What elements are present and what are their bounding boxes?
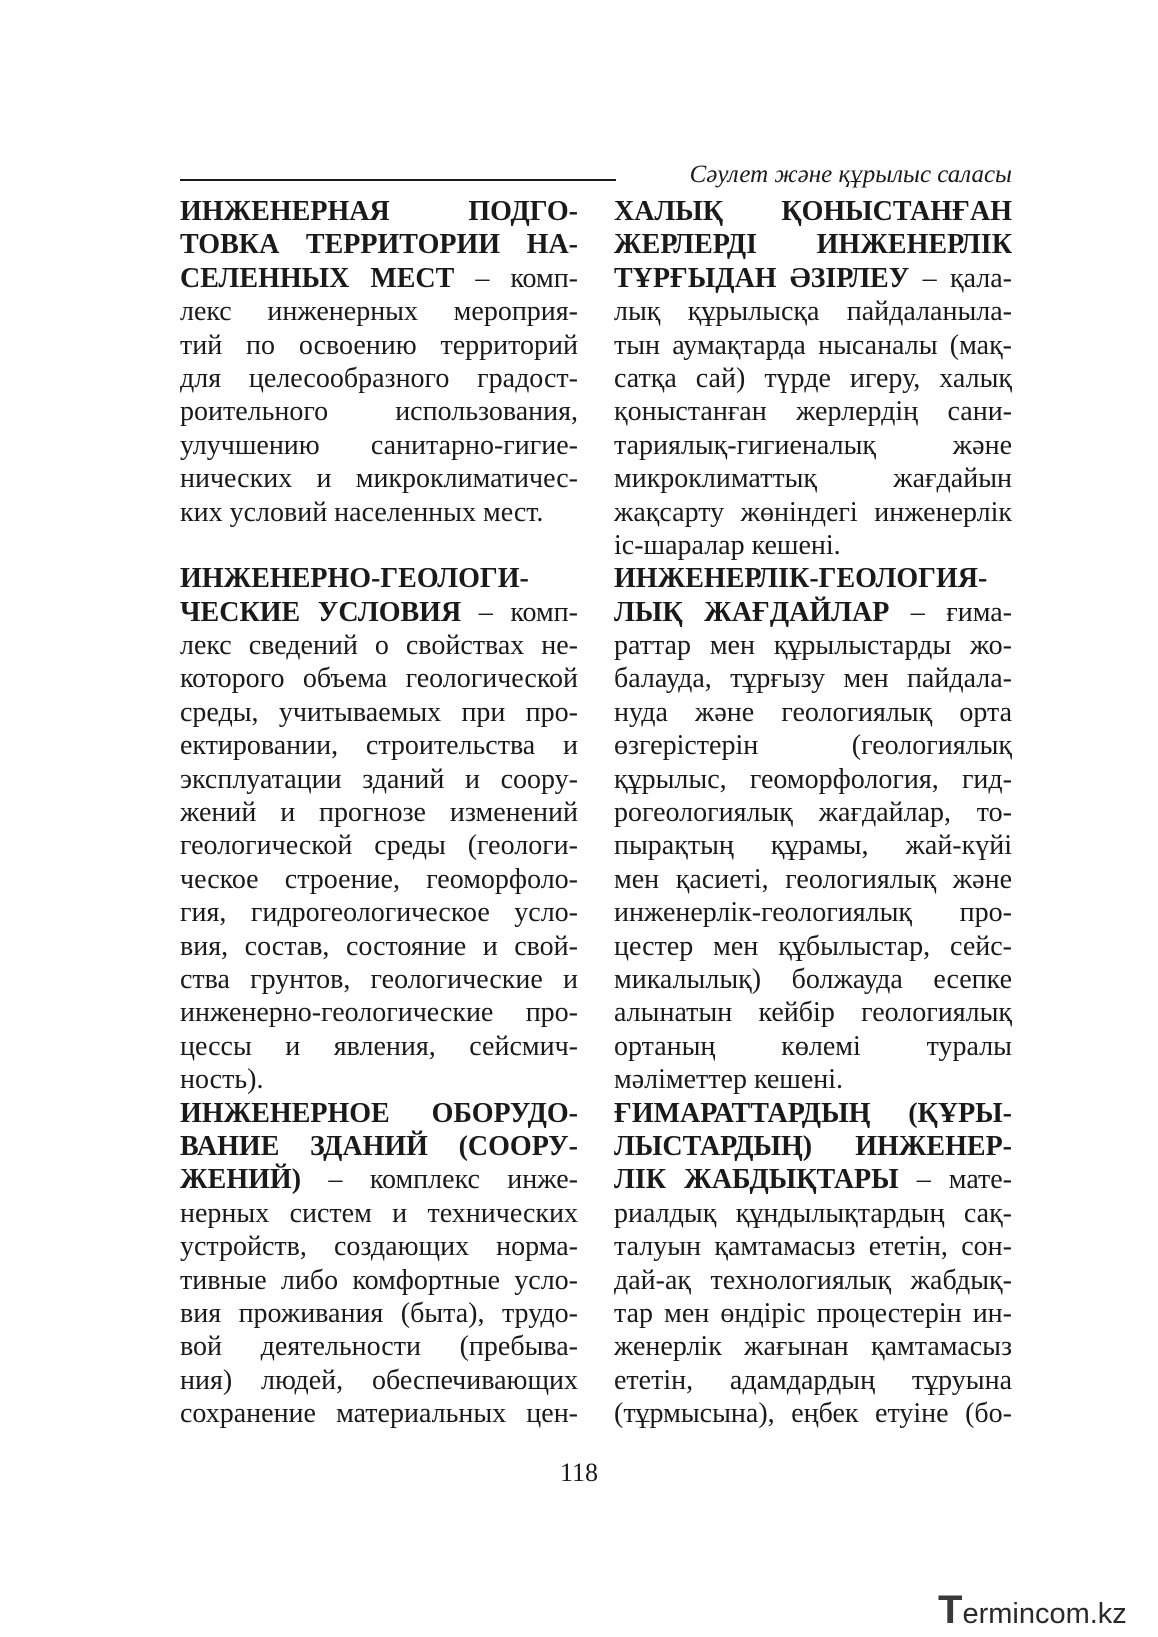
text-line: қоныстанған жерлердің сани- <box>614 396 1012 428</box>
text-line: талуын қамтамасыз ететін, сон- <box>614 1231 1012 1263</box>
text-line: ҒИМАРАТТАРДЫҢ (ҚҰРЫ- <box>614 1097 1012 1129</box>
watermark-logo: Termincom.kz <box>938 1588 1127 1632</box>
header-rule <box>180 179 616 181</box>
text-line: тивные либо комфортные усло- <box>180 1264 578 1296</box>
text-line: инженерно-геологические про- <box>180 997 578 1029</box>
text-line: микалылық) болжауда есепке <box>614 963 1012 995</box>
text-line: ИНЖЕНЕРНОЕ ОБОРУДО- <box>180 1097 578 1129</box>
text-line: ИНЖЕНЕРЛІК-ГЕОЛОГИЯ- <box>614 563 988 595</box>
text-line: ких условий населенных мест. <box>180 496 544 528</box>
text-line: нерных систем и технических <box>180 1197 578 1229</box>
text-line: рогеологиялық жағдайлар, то- <box>614 797 1012 829</box>
text-line: устройств, создающих норма- <box>180 1231 578 1263</box>
text-line: нических и микроклиматичес- <box>180 463 578 495</box>
text-line: ететін, адамдардың тұруына <box>614 1364 1012 1396</box>
definition-text: – мате- <box>898 1164 1012 1196</box>
text-line: вой деятельности (пребыва- <box>180 1331 578 1363</box>
running-head: Сəулет жəне құрылыс саласы <box>689 161 1012 188</box>
text-line: жений и прогнозе изменений <box>180 797 578 829</box>
left-column <box>180 195 578 1430</box>
text-line: ИНЖЕНЕРНАЯ ПОДГО- <box>180 196 578 227</box>
text-line: (тұрмысына), еңбек етуіне (бо- <box>614 1398 1012 1430</box>
text-line: сатқа сай) түрде игеру, халық <box>614 362 1012 394</box>
text-line: ортаның көлемі туралы <box>614 1030 1012 1062</box>
text-line: ЛЫСТАРДЫҢ) ИНЖЕНЕР- <box>614 1130 1012 1162</box>
term-heading: ЖЕНИЙ) <box>180 1164 302 1196</box>
text-line: ность). <box>180 1064 264 1096</box>
text-line: пырақтың құрамы, жай-күйі <box>614 830 1012 862</box>
term-heading: ТҰРҒЫДАН ƏЗІРЛЕУ <box>614 262 910 294</box>
right-column <box>614 195 1012 1430</box>
text-line: ческое строение, геоморфоло- <box>180 863 578 895</box>
text-line: которого объема геологической <box>180 663 578 695</box>
text-line: ТОВКА ТЕРРИТОРИИ НА- <box>180 229 578 261</box>
text-line: дай-ақ технологиялық жабдық- <box>614 1264 1012 1296</box>
text-line: геологической среды (геологи- <box>180 830 578 862</box>
text-line: құрылыс, геоморфология, гид- <box>614 763 1012 795</box>
text-line: өзгерістерін (геологиялық <box>614 730 1012 762</box>
text-line: лекс сведений о свойствах не- <box>180 630 578 662</box>
text-line: женерлік жағынан қамтамасыз <box>614 1331 1012 1363</box>
text-line: микроклиматтық жағдайын <box>614 463 1012 495</box>
text-line <box>614 596 1012 629</box>
text-line: жақсарту жөніндегі инженерлік <box>614 496 1012 528</box>
text-line: риалдық құндылықтардың сақ- <box>614 1197 1012 1229</box>
text-line: инженерлік-геологиялық про- <box>614 897 1012 929</box>
definition-text: – комп- <box>454 262 578 294</box>
text-line: тий по освоению территорий <box>180 329 578 361</box>
text-line: улучшению санитарно-гигие- <box>180 429 578 461</box>
text-line: нуда жəне геологиялық орта <box>614 696 1012 728</box>
text-line <box>180 1163 578 1196</box>
text-line: тын аумақтарда нысаналы (мақ- <box>614 329 1012 361</box>
text-line: ЖЕРЛЕРДІ ИНЖЕНЕРЛІК <box>614 229 1012 261</box>
text-line: ВАНИЕ ЗДАНИЙ (СООРУ- <box>180 1130 578 1162</box>
text-line: для целесообразного градост- <box>180 362 578 394</box>
text-line: балауда, тұрғызу мен пайдала- <box>614 663 1012 695</box>
text-line: лекс инженерных мероприя- <box>180 296 578 328</box>
text-line: цестер мен құбылыстар, сейс- <box>614 930 1012 962</box>
text-line: роительного использования, <box>180 396 578 428</box>
paragraph-gap <box>180 529 578 562</box>
text-line: алынатын кейбір геологиялық <box>614 997 1012 1029</box>
text-line: гия, гидрогеологическое усло- <box>180 897 578 929</box>
text-line <box>614 1163 1012 1196</box>
text-line: іс-шаралар кешені. <box>614 529 841 561</box>
text-line <box>614 262 1012 295</box>
text-line <box>180 262 578 295</box>
text-line: цессы и явления, сейсмич- <box>180 1030 578 1062</box>
definition-text: – қала- <box>909 262 1012 294</box>
text-line: лық құрылысқа пайдаланыла- <box>614 296 1012 328</box>
text-line: ИНЖЕНЕРНО-ГЕОЛОГИ- <box>180 563 529 595</box>
text-line: мəліметтер кешені. <box>614 1064 844 1096</box>
text-line: ства грунтов, геологические и <box>180 963 578 995</box>
text-line <box>180 596 578 629</box>
text-line: вия проживания (быта), трудо- <box>180 1297 578 1329</box>
text-line: мен қасиеті, геологиялық жəне <box>614 863 1012 895</box>
term-heading: ЛЫҚ ЖАҒДАЙЛАР <box>614 596 890 628</box>
text-line: раттар мен құрылыстарды жо- <box>614 630 1012 662</box>
definition-text: – комп- <box>461 596 578 628</box>
definition-text: – комплекс инже- <box>301 1164 578 1196</box>
term-heading: СЕЛЕННЫХ МЕСТ <box>180 262 455 294</box>
term-heading: ЧЕСКИЕ УСЛОВИЯ <box>180 596 462 628</box>
text-line: тар мен өндіріс процестерін ин- <box>614 1297 1012 1329</box>
definition-text: – ғима- <box>889 596 1012 628</box>
text-line: эксплуатации зданий и соору- <box>180 763 578 795</box>
text-line: среды, учитываемых при про- <box>180 696 578 728</box>
text-line: ХАЛЫҚ ҚОНЫСТАНҒАН <box>614 196 1012 227</box>
term-heading: ЛІК ЖАБДЫҚТАРЫ <box>614 1164 899 1196</box>
page-number: 118 <box>559 1458 599 1487</box>
text-line: ектировании, строительства и <box>180 730 578 762</box>
text-line: ния) людей, обеспечивающих <box>180 1364 578 1396</box>
text-line: сохранение материальных цен- <box>180 1398 578 1430</box>
text-line: тариялық-гигиеналық жəне <box>614 429 1012 461</box>
text-line: вия, состав, состояние и свой- <box>180 930 578 962</box>
